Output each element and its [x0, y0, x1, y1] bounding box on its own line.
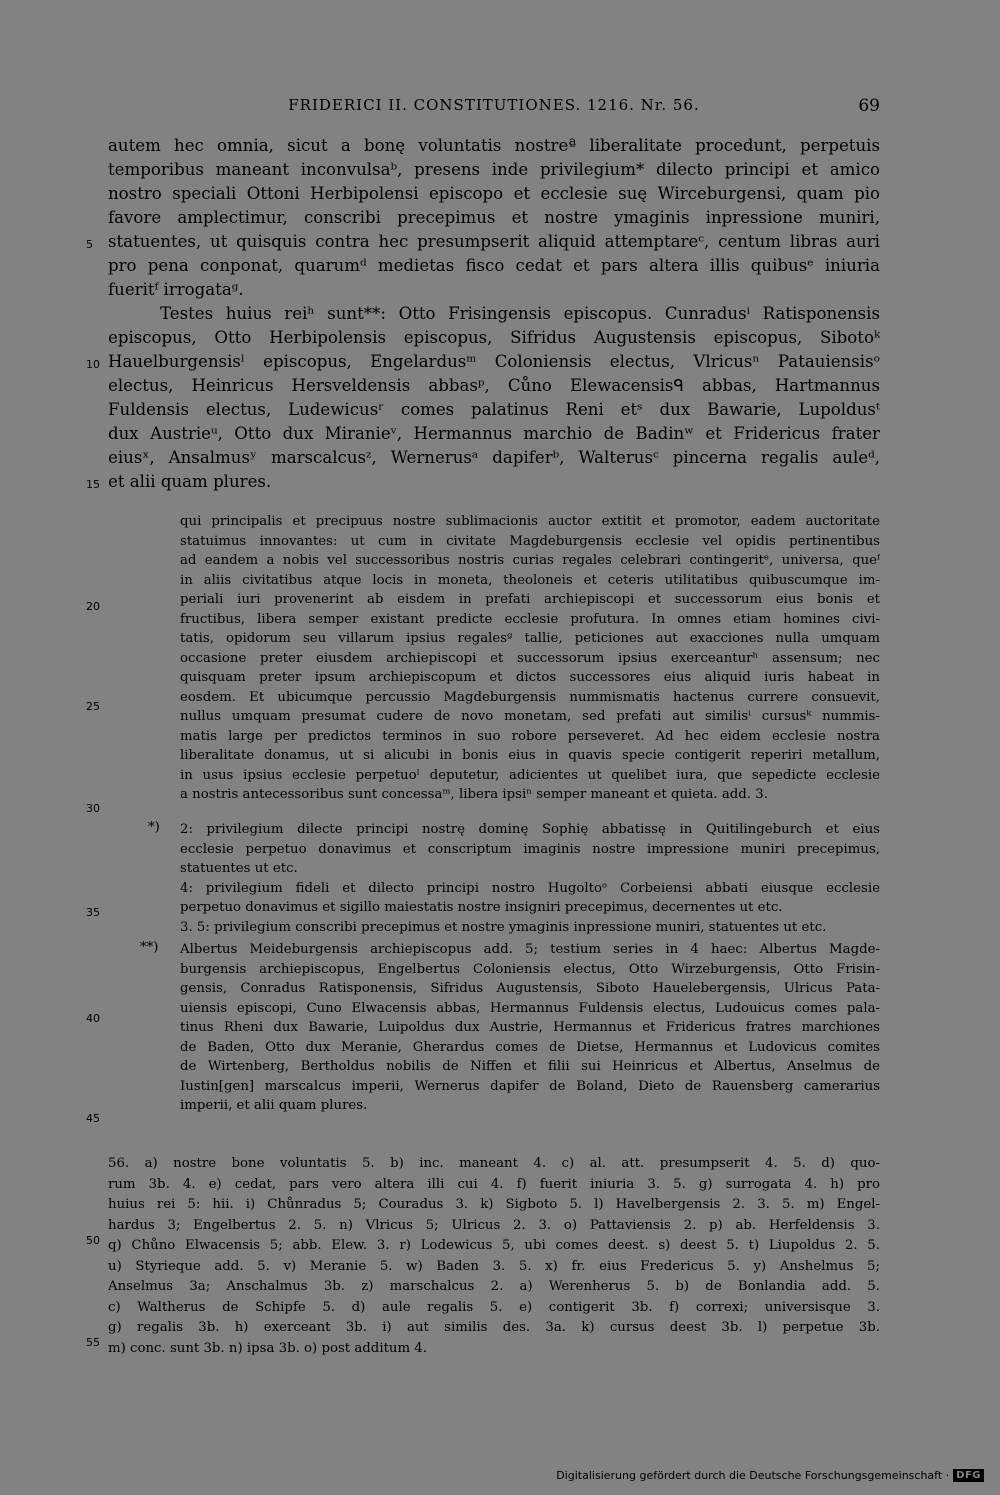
note-line: quisquam preter ipsum archiepiscopum et dictos successores eius aliquid iuris habeat in [180, 670, 880, 685]
line-number: 35 [86, 906, 100, 919]
line-number: 25 [86, 700, 100, 713]
note-line: ad eandem a nobis vel successoribus nostris curias regales celebrari contingeritᵉ, universa, queᶠ [180, 553, 880, 568]
footnote-line: ecclesie perpetuo donavimus et conscriptum imaginis nostre impressione muniri precepimus, [180, 841, 880, 857]
footer-text: Digitalisierung gefördert durch die Deutsche Forschungsgemeinschaft · [556, 1469, 950, 1482]
footnote-line: tinus Rheni dux Bawarie, Luipoldus dux Austrie, Hermannus et Fridericus fratres marchiones [180, 1020, 880, 1035]
text-line: favore amplectimur, conscribi precepimus et nostre ymaginis inpressione muniri, [108, 208, 880, 227]
footnote-star [180, 820, 880, 937]
text-line: et alii quam plures. [108, 472, 272, 491]
apparatus-line: g) regalis 3b. h) exerceant 3b. i) aut similis des. 3a. k) cursus deest 3b. l) perpetue 3b. [108, 1320, 880, 1335]
footnote-star-marker: *) [148, 820, 160, 835]
page-header [108, 96, 880, 118]
footnote-line: 2: privilegium dilecte principi nostrę dominę Sophię abbatissę in Quitilingeburch et eius [180, 822, 880, 837]
footnote-line: Albertus Meideburgensis archiepiscopus add. 5; testium series in 4 haec: Albertus Magde- [180, 942, 880, 957]
footnote-line: burgensis archiepiscopus, Engelbertus Coloniensis electus, Otto Wirzeburgensis, Otto Frisin- [180, 961, 880, 977]
text-line: Fuldensis electus, Ludewicusʳ comes palatinus Reni etˢ dux Bawarie, Lupoldusᵗ [108, 400, 880, 419]
text-line: nostro speciali Ottoni Herbipolensi episcopo et ecclesie suę Wirceburgensi, quam pio [108, 184, 880, 203]
footnote-line: 3. 5: privilegium conscribi precepimus et nostre ymaginis inpressione muniri, statuentes ut etc. [180, 919, 827, 935]
footnote-line: perpetuo donavimus et sigillo maiestatis nostre insigniri precepimus, decernentes ut etc. [180, 900, 783, 915]
apparatus-line: huius rei 5: hii. i) Chůnradus 5; Couradus 3. k) Sigboto 5. l) Havelbergensis 2. 3. 5. m) Engel- [108, 1197, 880, 1212]
main-text [108, 134, 880, 494]
footnote-line: gensis, Conradus Ratisponensis, Sifridus Augustensis, Siboto Hauelebergensis, Ulricus Pata- [180, 981, 880, 996]
funding-footer [556, 1469, 984, 1482]
apparatus-line: Anselmus 3a; Anschalmus 3b. z) marschalcus 2. a) Werenherus 5. b) de Bonlandia add. 5. [108, 1279, 880, 1294]
note-line: a nostris antecessoribus sunt concessaᵐ, libera ipsiⁿ semper maneant et quieta. add. 3. [180, 787, 768, 802]
footnote-line: uiensis episcopi, Cuno Elwacensis abbas, Hermannus Fuldensis electus, Ludouicus comes pala- [180, 1000, 880, 1016]
text-line: autem hec omnia, sicut a bonę voluntatis nostreª liberalitate procedunt, perpetuis [108, 136, 880, 155]
text-line: electus, Heinricus Hersveldensis abbasᵖ, Cůno Elewacensisᑫ abbas, Hartmannus [108, 376, 880, 395]
note-line: in aliis civitatibus atque locis in moneta, theoloneis et ceteris utilitatibus quibuscumque im- [180, 572, 880, 588]
text-line: temporibus maneant inconvulsaᵇ, presens inde privilegium* dilecto principi et amico [108, 160, 880, 179]
footnote-line: imperii, et alii quam plures. [180, 1098, 368, 1113]
line-number: 15 [86, 478, 100, 491]
footnote-line: de Baden, Otto dux Meranie, Gherardus comes de Dietse, Hermannus et Ludovicus comites [180, 1039, 880, 1055]
note-line: occasione preter eiusdem archiepiscopi et successorum ipsius exerceanturʰ assensum; nec [180, 650, 880, 666]
note-line: nullus umquam presumat cudere de novo monetam, sed prefati aut similisⁱ cursusᵏ nummis- [180, 709, 880, 724]
running-head: FRIDERICI II. CONSTITUTIONES. 1216. Nr. 56. [288, 96, 700, 114]
footnote-doublestar-marker: **) [140, 940, 159, 955]
note-line: matis large per predictos terminos in suo robore perseveret. Ad hec eidem ecclesie nostra [180, 728, 880, 744]
note-line: liberalitate donamus, ut si alicubi in bonis eius in quavis specie contigerit reperiri metallum, [180, 748, 880, 763]
text-line: episcopus, Otto Herbipolensis episcopus, Sifridus Augustensis episcopus, Sibotoᵏ [108, 328, 880, 347]
dfg-logo-icon: DFG [953, 1469, 984, 1482]
variant-note [180, 512, 880, 805]
text-line: Testes huius reiʰ sunt**: Otto Frisingensis episcopus. Cunradusⁱ Ratisponensis [160, 304, 880, 323]
line-number: 10 [86, 358, 100, 371]
line-number: 20 [86, 600, 100, 613]
text-line: Hauelburgensisˡ episcopus, Engelardusᵐ Coloniensis electus, Vlricusⁿ Patauiensisᵒ [108, 352, 880, 371]
apparatus-line: hardus 3; Engelbertus 2. 5. n) Vlricus 5; Ulricus 2. 3. o) Pattaviensis 2. p) ab. Herfeldensis 3. [108, 1217, 880, 1233]
footnote-line: de Wirtenberg, Bertholdus nobilis de Niffen et filii sui Heinricus et Albertus, Anselmus de [180, 1059, 880, 1074]
apparatus-line: u) Styrieque add. 5. v) Meranie 5. w) Baden 3. 5. x) fr. eius Fredericus 5. y) Anshelmus 5; [108, 1258, 880, 1274]
line-number: 5 [86, 238, 93, 251]
note-line: statuimus innovantes: ut cum in civitate Magdeburgensis ecclesie vel opidis pertinentibus [180, 533, 880, 549]
line-number: 40 [86, 1012, 100, 1025]
note-line: fructibus, libera semper existant predicte ecclesie profutura. In omnes etiam homines civi- [180, 611, 880, 627]
note-line: tatis, opidorum seu villarum ipsius regalesᵍ tallie, peticiones aut exacciones nulla umquam [180, 631, 880, 646]
apparatus-line: c) Waltherus de Schipfe 5. d) aule regalis 5. e) contigerit 3b. f) correxi; universisque 3. [108, 1299, 880, 1315]
line-number: 55 [86, 1336, 100, 1349]
apparatus-line: 56. a) nostre bone voluntatis 5. b) inc. maneant 4. c) al. att. presumpserit 4. 5. d) quo- [108, 1156, 880, 1171]
footnote-line: Iustin[gen] marscalcus imperii, Wernerus dapifer de Boland, Dieto de Rauensberg camerarius [180, 1078, 880, 1094]
note-line: periali iuri provenerint ab eisdem in prefati archiepiscopi et successorum eius bonis et [180, 592, 880, 607]
line-number: 50 [86, 1234, 100, 1247]
footnote-line: 4: privilegium fideli et dilecto principi nostro Hugoltoᵒ Corbeiensi abbati eiusque ecclesie [180, 880, 880, 896]
text-line: statuentes, ut quisquis contra hec presumpserit aliquid attemptareᶜ, centum libras auri [108, 232, 880, 251]
apparatus-line: rum 3b. 4. e) cedat, pars vero altera illi cui 4. f) fuerit iniuria 3. 5. g) surrogata 4. h) pro [108, 1176, 880, 1192]
page-number: 69 [858, 96, 880, 116]
note-line: eosdem. Et ubicumque percussio Magdeburgensis nummismatis hactenus currere consuevit, [180, 689, 880, 705]
line-number: 45 [86, 1112, 100, 1125]
footnote-doublestar [180, 940, 880, 1116]
text-line: dux Austrieᵘ, Otto dux Miranieᵛ, Hermannus marchio de Badinʷ et Fridericus frater [108, 424, 880, 443]
footnote-line: statuentes ut etc. [180, 861, 298, 876]
text-line: eiusˣ, Ansalmusʸ marscalcusᶻ, Wernerusᵃ dapiferᵇ, Walterusᶜ pincerna regalis auleᵈ, [108, 448, 880, 467]
text-line: fueritᶠ irrogataᵍ. [108, 280, 244, 299]
text-line: pro pena conponat, quarumᵈ medietas fisco cedat et pars altera illis quibusᵉ iniuria [108, 256, 880, 275]
note-line: qui principalis et precipuus nostre sublimacionis auctor extitit et promotor, eadem auctoritate [180, 514, 880, 529]
note-line: in usus ipsius ecclesie perpetuoˡ deputetur, adicientes ut quelibet iura, que sepedicte ecclesie [180, 767, 880, 783]
line-number: 30 [86, 802, 100, 815]
apparatus-line: q) Chůno Elwacensis 5; abb. Elew. 3. r) Lodewicus 5, ubi comes deest. s) deest 5. t) Liupoldus 2. 5. [108, 1238, 880, 1253]
critical-apparatus [108, 1154, 880, 1359]
apparatus-line: m) conc. sunt 3b. n) ipsa 3b. o) post additum 4. [108, 1340, 427, 1356]
